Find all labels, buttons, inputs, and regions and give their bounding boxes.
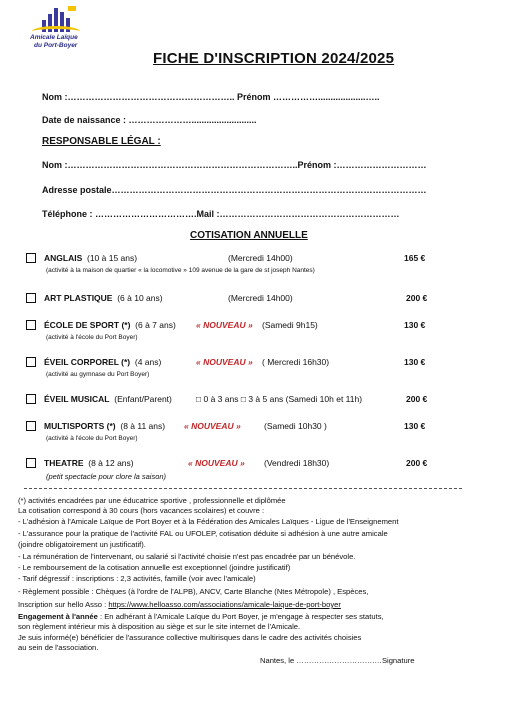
activity-schedule: ( Mercredi 16h30) xyxy=(262,357,330,367)
engagement-text-1: son règlement intérieur mis à disposition au siège et sur le site internet de l'Amicale. xyxy=(18,622,301,631)
note-line xyxy=(18,600,341,609)
note-line xyxy=(18,552,355,561)
activity-name: ART PLASTIQUE xyxy=(44,293,113,303)
activity-new-badge: « NOUVEAU » xyxy=(184,421,241,431)
naissance-field[interactable]: Date de naissance : ………………….......................... xyxy=(42,115,257,125)
engagement-text-2: Je suis informé(e) bénéficier de l'assurance collective multirisques dans le cadre des activités choisies xyxy=(18,633,362,642)
activity-name: ÉVEIL CORPOREL (*) xyxy=(44,357,131,367)
activity-age: (6 à 7 ans) xyxy=(135,320,176,330)
note-line xyxy=(18,517,398,526)
activity-price: 200 € xyxy=(406,458,428,468)
activity-label xyxy=(44,357,161,367)
activity-label xyxy=(44,320,176,330)
activity-schedule: □ 0 à 3 ans □ 3 à 5 ans (Samedi 10h et 11h) xyxy=(196,394,363,404)
activity-checkbox[interactable] xyxy=(26,357,36,367)
activity-name: THEATRE xyxy=(44,458,84,468)
note-text: (*) activités encadrées par une éducatrice sportive , professionnelle et diplômée xyxy=(18,496,286,505)
activity-label xyxy=(44,293,163,303)
activity-age: (8 à 12 ans) xyxy=(88,458,134,468)
activity-new-badge: « NOUVEAU » xyxy=(196,320,253,330)
activity-price: 200 € xyxy=(406,394,428,404)
activity-label xyxy=(44,421,165,431)
activity-price: 130 € xyxy=(404,421,426,431)
cotisation-heading: COTISATION ANNUELLE xyxy=(190,230,308,241)
activity-age: (6 à 10 ans) xyxy=(117,293,163,303)
activity-note: (petit spectacle pour clore la saison) xyxy=(46,472,167,481)
note-text: Inscription sur hello Asso : xyxy=(18,600,109,609)
engagement-text-3: au sein de l'association. xyxy=(18,643,99,652)
activity-note: (activité à l'école du Port Boyer) xyxy=(46,435,138,442)
signature-line: Nantes, le ………………………….…Signature xyxy=(260,656,415,665)
activity-schedule: (Samedi 9h15) xyxy=(262,320,318,330)
activity-price: 130 € xyxy=(404,357,426,367)
engagement-text-0: : En adhérant à l'Amicale Laïque du Port Boyer, je m'engage à respecter ses statuts, xyxy=(97,612,384,621)
logo-line1: Amicale Laïque xyxy=(30,34,78,41)
adresse-field[interactable]: Adresse postale…………………………………………………………………………………………… xyxy=(42,185,427,195)
activity-schedule: (Mercredi 14h00) xyxy=(228,253,293,263)
note-line xyxy=(18,506,264,515)
activity-name: ÉCOLE DE SPORT (*) xyxy=(44,320,131,330)
note-line xyxy=(18,496,286,505)
helloasso-link[interactable]: https://www.helloasso.com/associations/amicale-laique-de-port-boyer xyxy=(108,600,341,609)
note-text: - Tarif dégressif : inscriptions : 2,3 activités, famille (voir avec l'amicale) xyxy=(18,574,256,583)
activity-label xyxy=(44,458,134,468)
activity-name: ANGLAIS xyxy=(44,253,83,263)
activity-new-badge: « NOUVEAU » xyxy=(188,458,245,468)
page-title: FICHE D'INSCRIPTION 2024/2025 xyxy=(153,50,395,67)
activity-checkbox[interactable] xyxy=(26,394,36,404)
activity-age: (4 ans) xyxy=(134,357,162,367)
activity-schedule: (Vendredi 18h30) xyxy=(264,458,330,468)
nom2-field[interactable]: Nom :…………………………………………………………………..Prénom :………………………… xyxy=(42,160,427,170)
activity-new-badge: « NOUVEAU » xyxy=(196,357,253,367)
note-line xyxy=(18,529,388,538)
activity-note: (activité au gymnase du Port Boyer) xyxy=(46,371,150,378)
note-line xyxy=(18,563,290,572)
responsable-heading: RESPONSABLE LÉGAL : xyxy=(42,136,161,147)
note-text: (joindre obligatoirement un justificatif). xyxy=(18,540,146,549)
activity-price: 165 € xyxy=(404,253,426,263)
activity-name: MULTISPORTS (*) xyxy=(44,421,116,431)
engagement-label: Engagement à l'année xyxy=(18,612,98,621)
activity-schedule: (Mercredi 14h00) xyxy=(228,293,293,303)
note-line xyxy=(18,540,146,549)
logo-line2: du Port-Boyer xyxy=(34,42,78,49)
activity-checkbox[interactable] xyxy=(26,293,36,303)
activity-note: (activité à l'école du Port Boyer) xyxy=(46,334,138,341)
note-text: - Règlement possible : Chèques (à l'ordre de l'ALPB), ANCV, Carte Blanche (Ntes Métropole) , Espèces, xyxy=(18,587,369,596)
activity-checkbox[interactable] xyxy=(26,320,36,330)
activity-label xyxy=(44,253,137,263)
activity-checkbox[interactable] xyxy=(26,458,36,468)
note-text: - Le remboursement de la cotisation annuelle est exceptionnel (joindre justificatif) xyxy=(18,563,291,572)
activity-label xyxy=(44,394,172,404)
activity-checkbox[interactable] xyxy=(26,253,36,263)
activity-note: (activité à la maison de quartier « la locomotive » 109 avenue de la gare de st joseph Nantes) xyxy=(46,267,315,274)
divider xyxy=(24,488,462,489)
activity-age: (10 à 15 ans) xyxy=(86,253,138,263)
note-line xyxy=(18,587,368,596)
telephone-field[interactable]: Téléphone : …………………………….Mail :…………………………………………………… xyxy=(42,209,400,219)
activity-age: (Enfant/Parent) xyxy=(114,394,172,404)
engagement-line xyxy=(18,612,384,621)
note-text: - L'adhésion à l'Amicale Laïque de Port Boyer et à la Fédération des Amicales Laïques - Ligue de l'Enseignement xyxy=(18,517,399,526)
logo xyxy=(28,6,92,52)
activity-name: ÉVEIL MUSICAL xyxy=(44,394,110,404)
activity-price: 200 € xyxy=(406,293,428,303)
activity-price: 130 € xyxy=(404,320,426,330)
note-line xyxy=(18,574,256,583)
nom-field[interactable]: Nom :……………………………………………….. Prénom ……………...................….. xyxy=(42,92,380,102)
activity-schedule: (Samedi 10h30 ) xyxy=(264,421,327,431)
activity-checkbox[interactable] xyxy=(26,421,36,431)
note-text: La cotisation correspond à 30 cours (hors vacances scolaires) et couvre : xyxy=(18,506,265,515)
note-text: - La rémunération de l'intervenant, ou salarié si l'activité choisie n'est pas encadrée par un bénévole. xyxy=(18,552,356,561)
note-text: - L'assurance pour la pratique de l'activité FAL ou UFOLEP, cotisation déduite si adhésion à une autre amicale xyxy=(18,529,388,538)
activity-age: (8 à 11 ans) xyxy=(120,421,166,431)
